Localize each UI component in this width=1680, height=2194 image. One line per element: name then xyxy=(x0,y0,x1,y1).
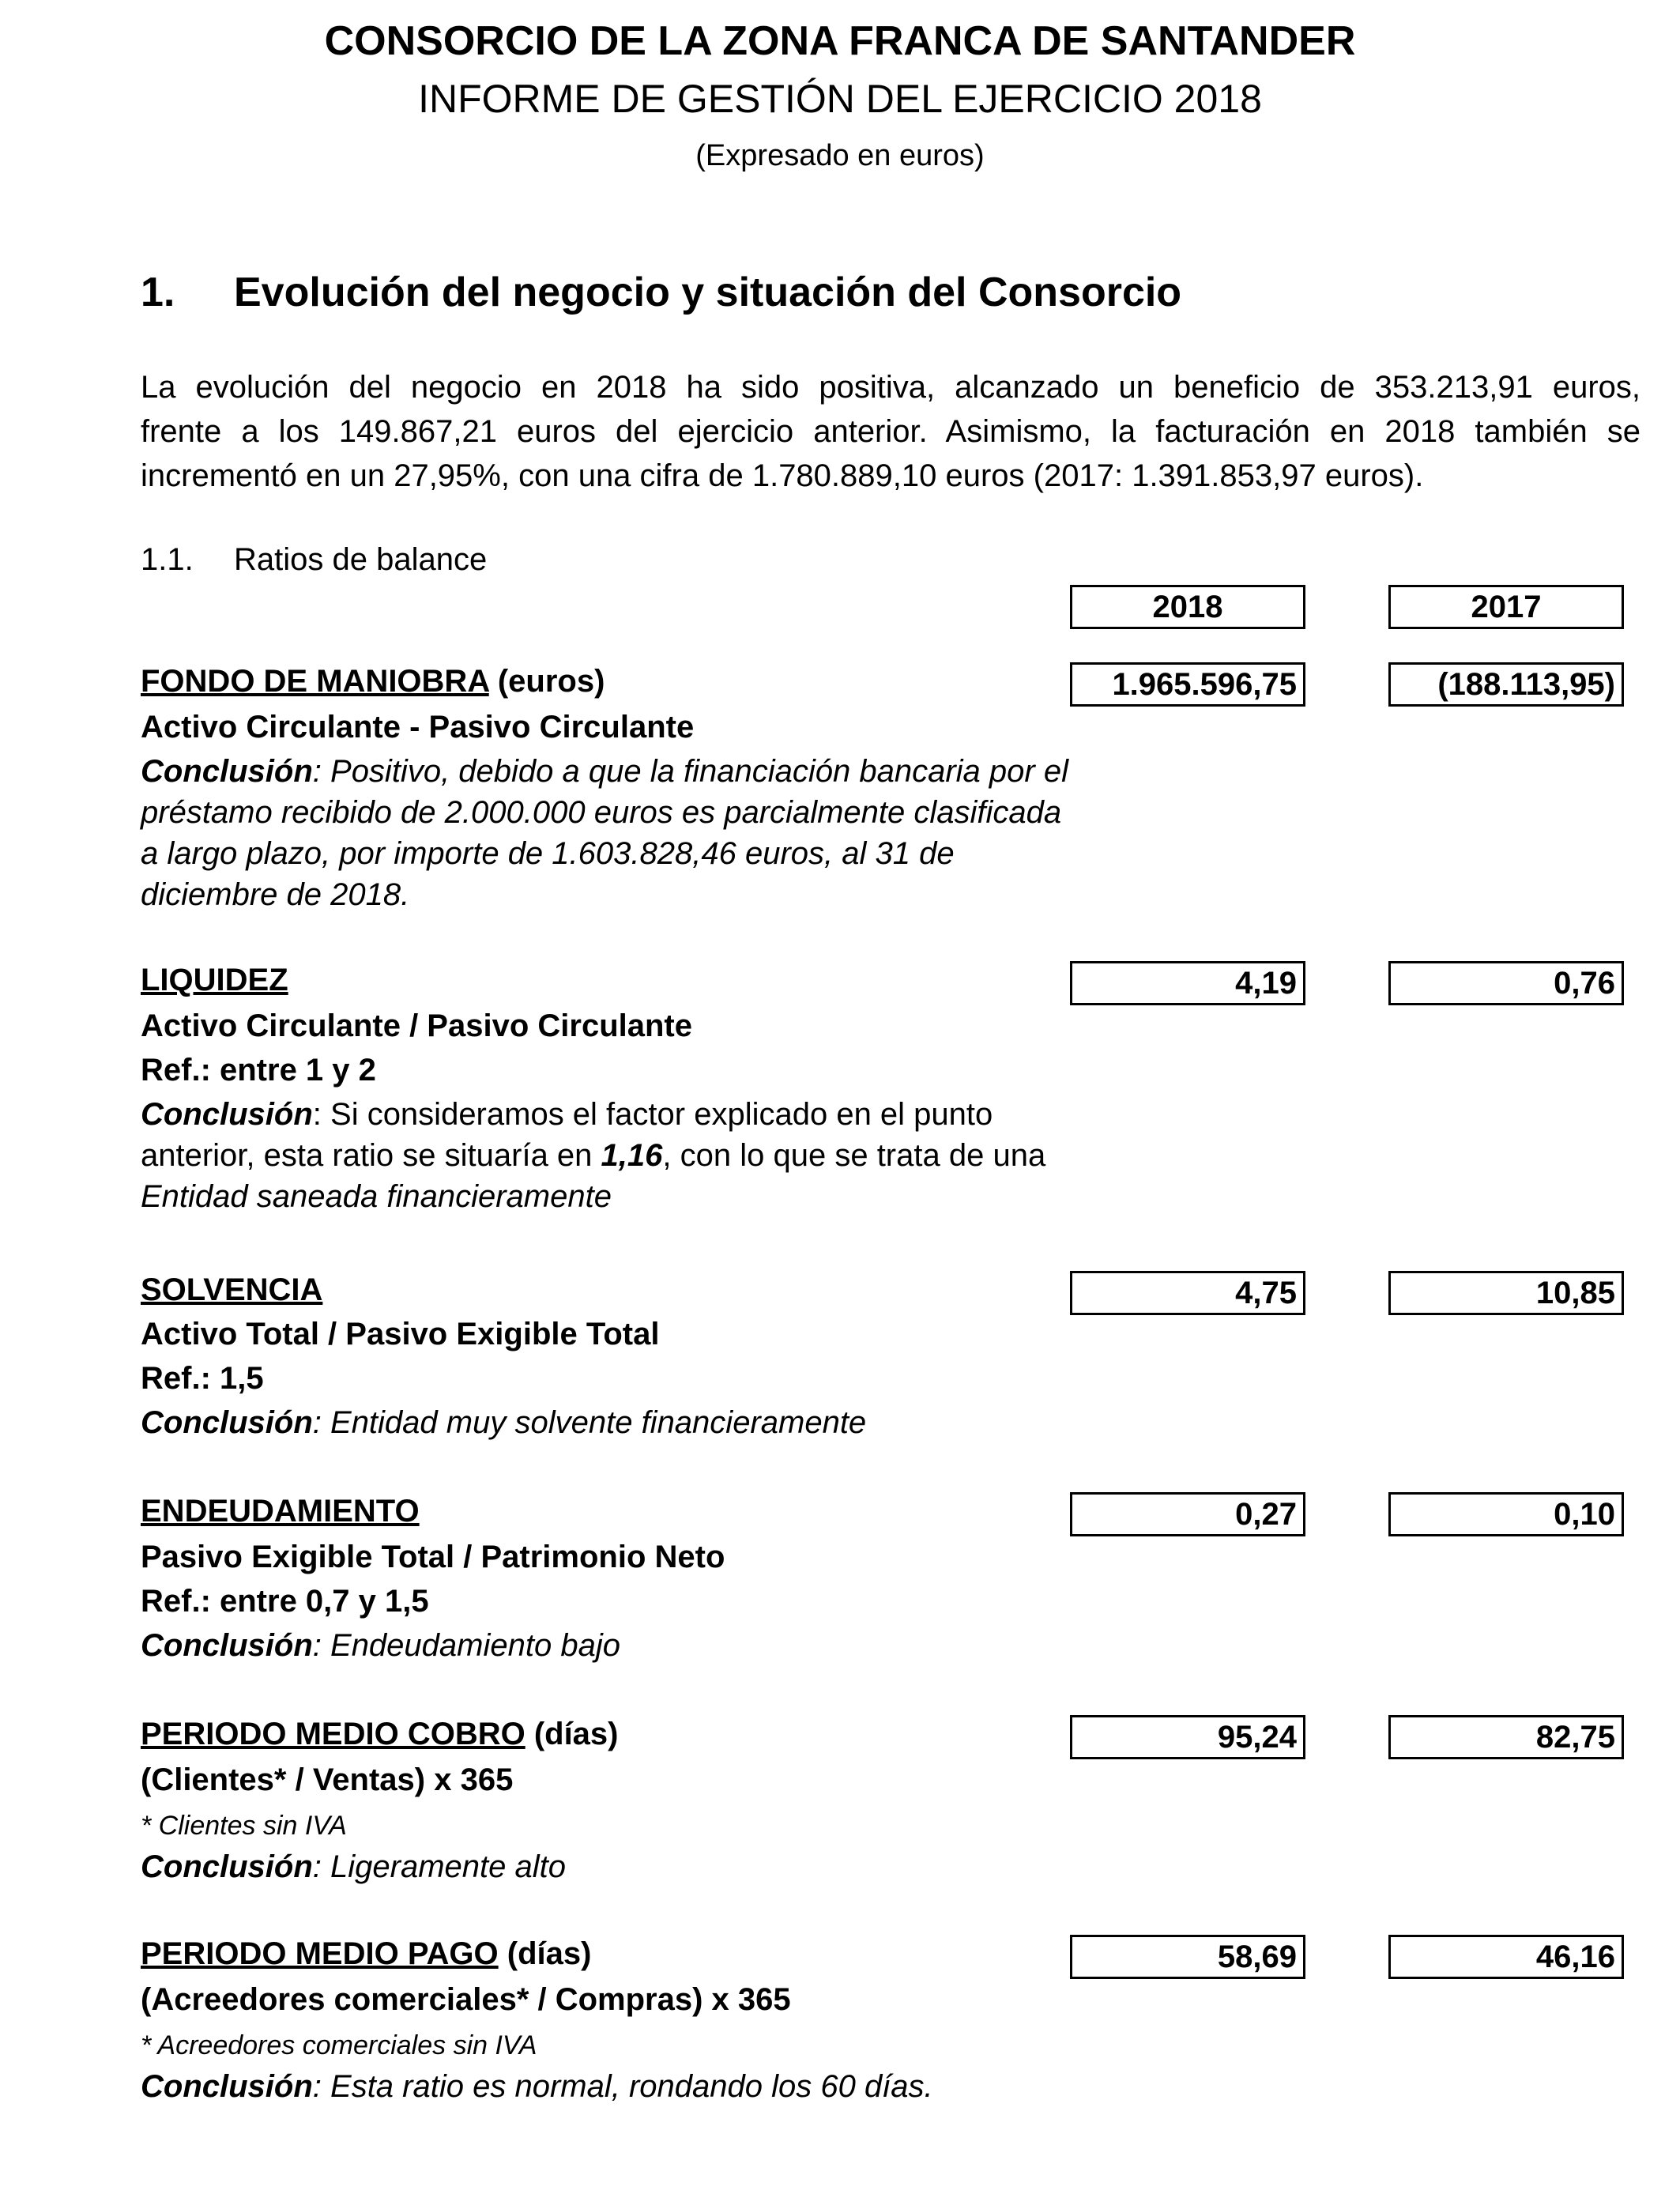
value-2018: 95,24 xyxy=(1070,1715,1305,1759)
value-2018: 4,19 xyxy=(1070,961,1305,1005)
section-title: Evolución del negocio y situación del Consorcio xyxy=(234,270,1182,315)
ratio-conclusion xyxy=(141,751,1073,915)
conclusion-text: : Si consideramos el factor explicado en el punto anterior, esta ratio se situaría en xyxy=(141,1097,993,1173)
ratio-title xyxy=(141,1269,322,1310)
ratio-name: FONDO DE MANIOBRA xyxy=(141,664,489,699)
value-2017: 46,16 xyxy=(1388,1935,1624,1979)
conclusion-label: Conclusión xyxy=(141,754,313,789)
units-note: (Expresado en euros) xyxy=(695,139,985,172)
ratio-title xyxy=(141,1713,619,1755)
ratio-title xyxy=(141,1491,420,1532)
value-2018: 4,75 xyxy=(1070,1271,1305,1315)
ratio-reference: Ref.: entre 1 y 2 xyxy=(141,1053,376,1088)
conclusion-text: : Entidad muy solvente financieramente xyxy=(312,1405,867,1440)
intro-line: La evolución del negocio en 2018 ha sido positiva, alcanzado un beneficio de 353.213,91 euros, xyxy=(141,370,1640,405)
ratio-conclusion xyxy=(141,2066,933,2107)
section-heading xyxy=(141,269,1181,316)
ratio-unit: (días) xyxy=(525,1717,619,1751)
intro-line: incrementó en un 27,95%, con una cifra de 1.780.889,10 euros (2017: 1.391.853,97 euros). xyxy=(141,458,1424,493)
ratio-conclusion xyxy=(141,1625,620,1666)
ratio-formula: Activo Circulante / Pasivo Circulante xyxy=(141,1008,692,1043)
section-number: 1. xyxy=(141,270,175,315)
ratio-conclusion xyxy=(141,1846,566,1887)
subsection-title: Ratios de balance xyxy=(234,542,488,577)
report-subtitle: INFORME DE GESTIÓN DEL EJERCICIO 2018 xyxy=(418,77,1262,121)
ratio-formula: Activo Circulante - Pasivo Circulante xyxy=(141,710,695,745)
subsection-heading xyxy=(141,542,487,578)
ratio-footnote: * Acreedores comerciales sin IVA xyxy=(141,2030,537,2060)
organization-title: CONSORCIO DE LA ZONA FRANCA DE SANTANDER xyxy=(324,18,1356,64)
value-2018: 1.965.596,75 xyxy=(1070,662,1305,707)
ratio-conclusion xyxy=(141,1094,1073,1217)
value-2018: 0,27 xyxy=(1070,1492,1305,1536)
conclusion-text: : Positivo, debido a que la financiación bancaria por el préstamo recibido de 2.000.000 euros es parcialmente clasificada a largo plazo, por importe de 1.603.828,46 euros, al 31 de diciembre de 2018. xyxy=(141,754,1068,912)
ratio-name: ENDEUDAMIENTO xyxy=(141,1494,420,1529)
intro-paragraph xyxy=(141,365,1640,498)
intro-line: frente a los 149.867,21 euros del ejercicio anterior. Asimismo, la facturación en 2018 también se xyxy=(141,414,1640,449)
conclusion-label: Conclusión xyxy=(141,1628,313,1663)
ratio-reference: Ref.: 1,5 xyxy=(141,1361,264,1396)
ratio-name: LIQUIDEZ xyxy=(141,963,288,997)
ratio-title xyxy=(141,661,605,702)
ratio-title xyxy=(141,959,288,1001)
column-header-2018: 2018 xyxy=(1070,585,1305,629)
ratio-formula: (Acreedores comerciales* / Compras) x 365 xyxy=(141,1982,791,2017)
ratio-footnote: * Clientes sin IVA xyxy=(141,1811,347,1841)
column-header-2017: 2017 xyxy=(1388,585,1624,629)
ratio-name: PERIODO MEDIO COBRO xyxy=(141,1717,525,1751)
conclusion-label: Conclusión xyxy=(141,1849,313,1884)
conclusion-text: : Ligeramente alto xyxy=(312,1849,566,1884)
conclusion-emphasis: Entidad saneada financieramente xyxy=(141,1179,612,1214)
value-2017: 10,85 xyxy=(1388,1271,1624,1315)
ratio-reference: Ref.: entre 0,7 y 1,5 xyxy=(141,1584,429,1619)
ratio-conclusion xyxy=(141,1402,866,1443)
conclusion-figure: 1,16 xyxy=(601,1138,663,1173)
conclusion-label: Conclusión xyxy=(141,1097,313,1132)
ratio-name: PERIODO MEDIO PAGO xyxy=(141,1936,499,1971)
conclusion-text: : Endeudamiento bajo xyxy=(312,1628,620,1663)
ratio-name: SOLVENCIA xyxy=(141,1272,323,1307)
ratio-formula: Activo Total / Pasivo Exigible Total xyxy=(141,1317,660,1351)
value-2018: 58,69 xyxy=(1070,1935,1305,1979)
conclusion-text: : Esta ratio es normal, rondando los 60 días. xyxy=(312,2069,933,2104)
conclusion-label: Conclusión xyxy=(141,1405,313,1440)
ratio-formula: Pasivo Exigible Total / Patrimonio Neto xyxy=(141,1540,725,1574)
subsection-number: 1.1. xyxy=(141,542,194,577)
value-2017: 0,10 xyxy=(1388,1492,1624,1536)
ratio-title xyxy=(141,1933,591,1974)
ratio-formula: (Clientes* / Ventas) x 365 xyxy=(141,1762,514,1797)
value-2017: (188.113,95) xyxy=(1388,662,1624,707)
conclusion-label: Conclusión xyxy=(141,2069,313,2104)
ratio-unit: (euros) xyxy=(488,664,605,699)
value-2017: 82,75 xyxy=(1388,1715,1624,1759)
ratio-unit: (días) xyxy=(498,1936,592,1971)
value-2017: 0,76 xyxy=(1388,961,1624,1005)
conclusion-text: , con lo que se trata de una xyxy=(662,1138,1046,1173)
